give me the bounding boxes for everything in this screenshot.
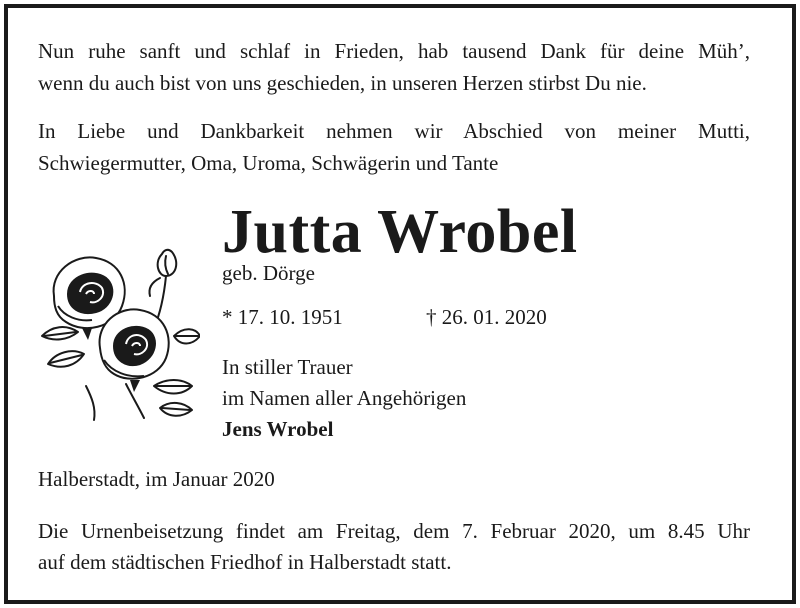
poem-line-1: Nun ruhe sanft und schlaf in Frieden, hab tausend Dank für deine Müh’,	[38, 39, 750, 63]
rose-icon	[34, 236, 200, 422]
mourners-line-1: In stiller Trauer	[222, 355, 353, 379]
deceased-name: Jutta Wrobel	[222, 198, 578, 266]
place-date: Halberstadt, im Januar 2020	[38, 467, 275, 491]
burial-line-1: Die Urnenbeisetzung findet am Freitag, dem 7. Februar 2020, um 8.45 Uhr	[38, 519, 750, 543]
signer-name: Jens Wrobel	[222, 417, 334, 441]
poem-line-2: wenn du auch bist von uns geschieden, in unseren Herzen stirbst Du nie.	[38, 71, 647, 95]
death-date: † 26. 01. 2020	[426, 305, 547, 329]
maiden-name: geb. Dörge	[222, 261, 315, 285]
obituary-frame	[4, 4, 796, 604]
burial-line-2: auf dem städtischen Friedhof in Halberstadt statt.	[38, 550, 452, 574]
intro-line-1: In Liebe und Dankbarkeit nehmen wir Abschied von meiner Mutti,	[38, 119, 750, 143]
mourners-line-2: im Namen aller Angehörigen	[222, 386, 467, 410]
intro-line-2: Schwiegermutter, Oma, Uroma, Schwägerin und Tante	[38, 151, 499, 175]
birth-date: * 17. 10. 1951	[222, 305, 343, 329]
